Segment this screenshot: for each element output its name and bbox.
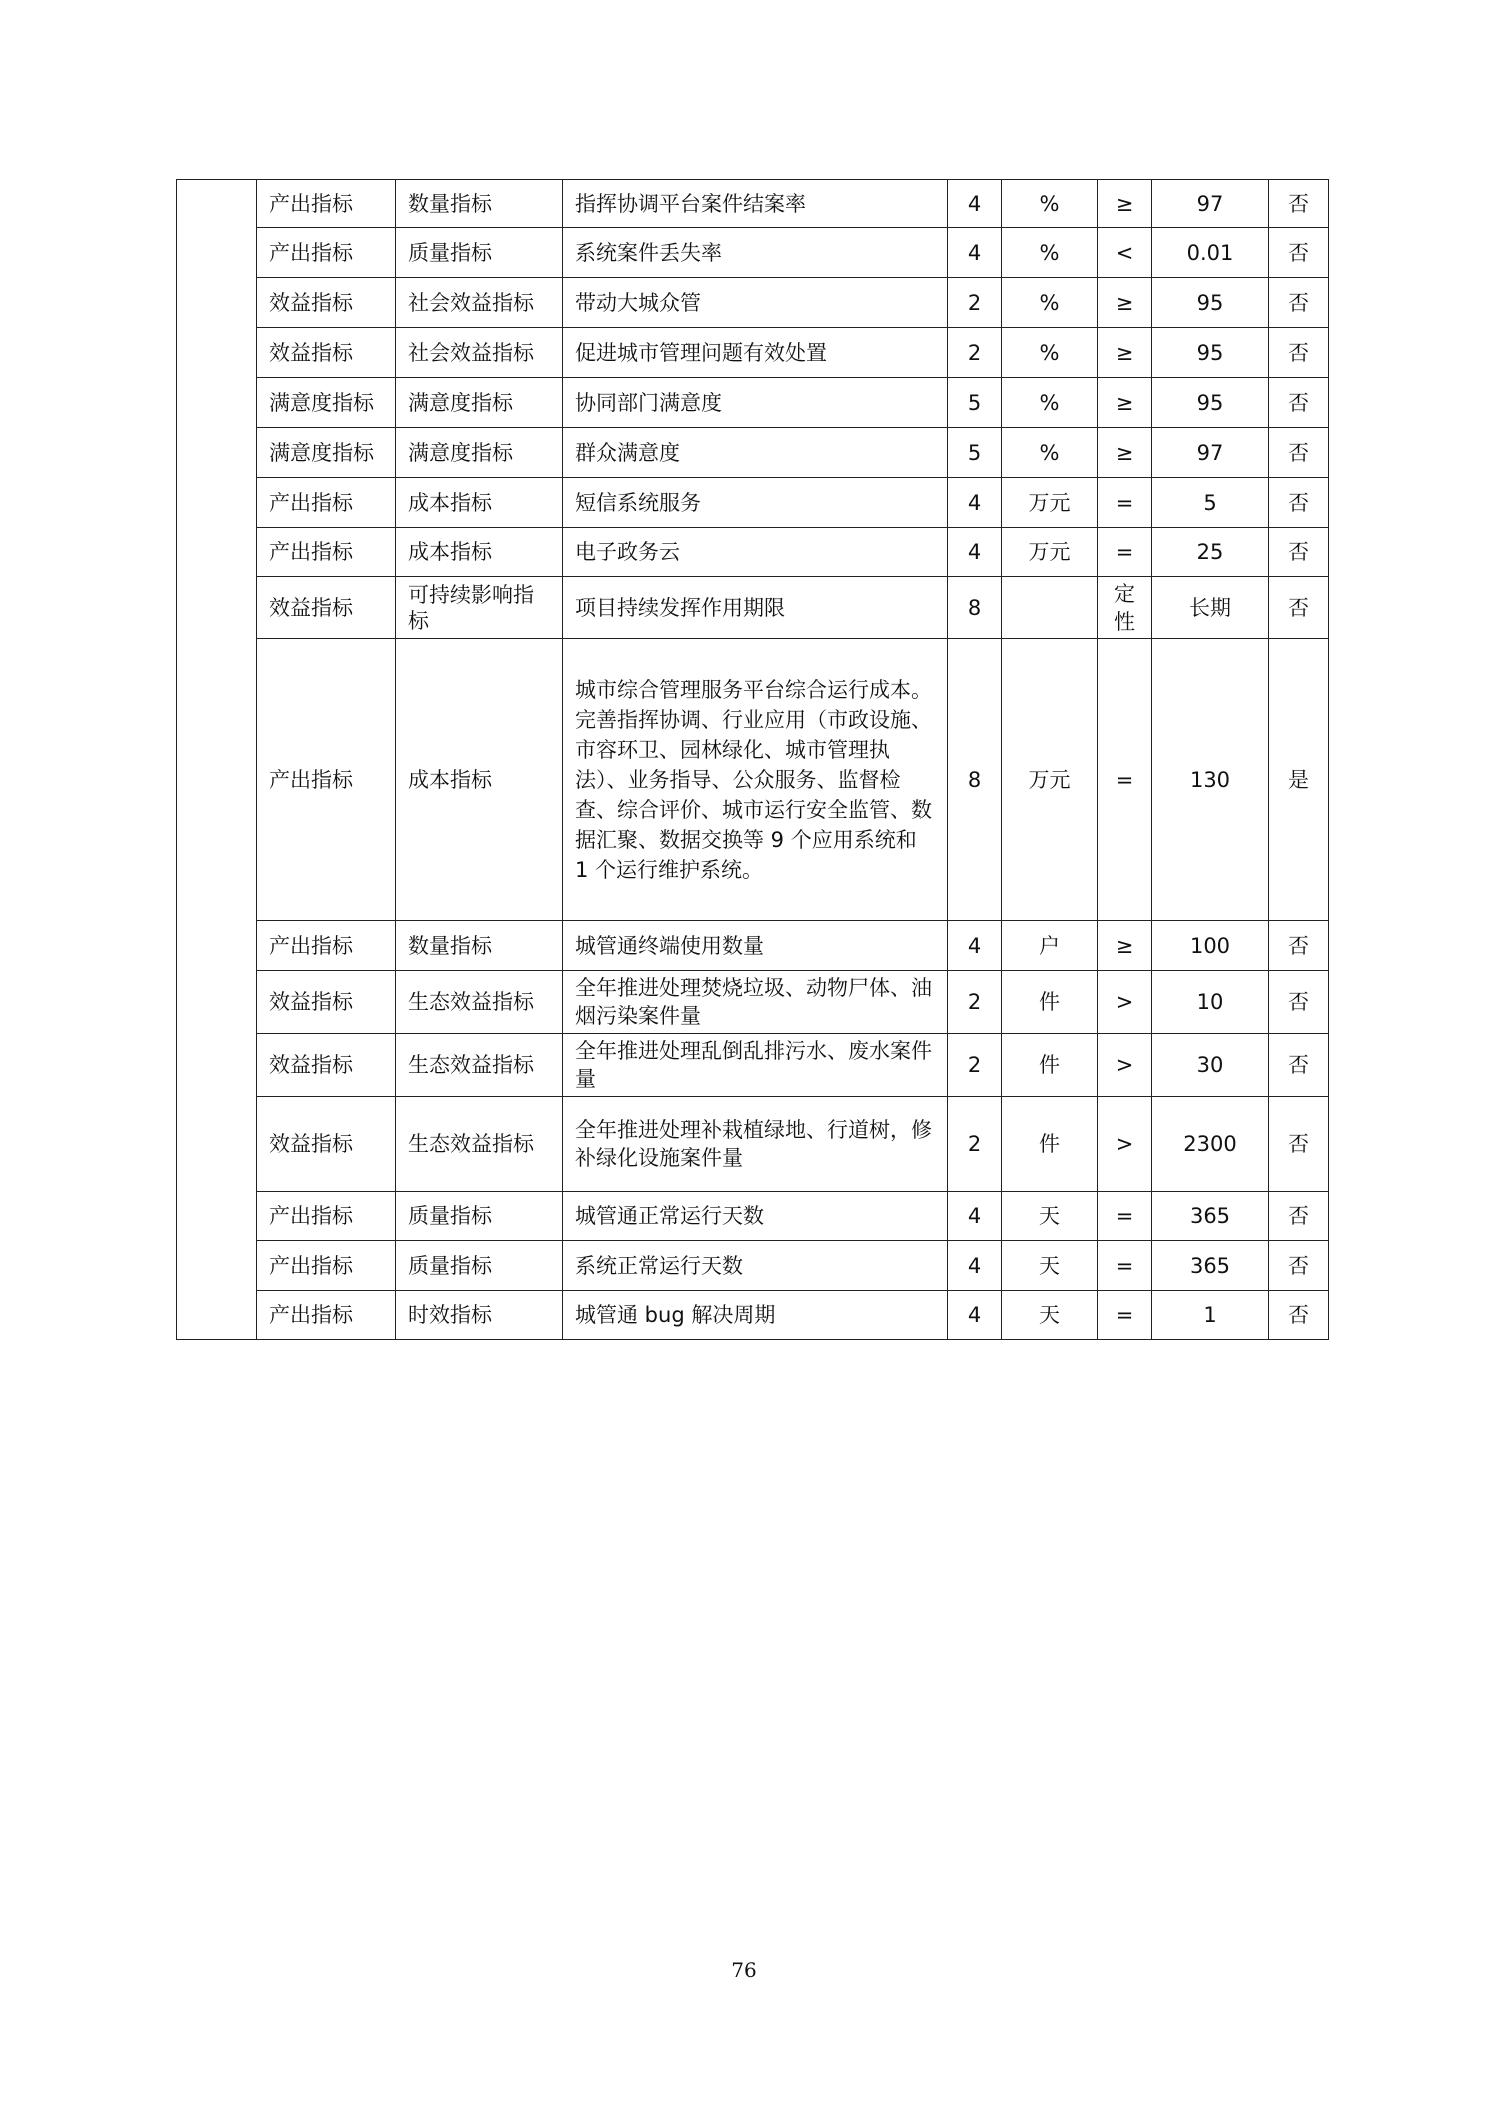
target-cell: 95 — [1152, 278, 1269, 328]
unit-cell: % — [1002, 228, 1098, 278]
unit-cell: 万元 — [1002, 478, 1098, 528]
level1-cell: 产出指标 — [257, 478, 396, 528]
level2-cell: 可持续影响指标 — [396, 577, 563, 639]
operator-cell: < — [1098, 228, 1152, 278]
level2-cell: 质量指标 — [396, 1241, 563, 1291]
weight-cell: 4 — [948, 1192, 1002, 1241]
level2-cell: 社会效益指标 — [396, 278, 563, 328]
table-row — [177, 1291, 1329, 1340]
core-flag-cell: 否 — [1269, 428, 1329, 478]
indicator-cell: 群众满意度 — [563, 428, 948, 478]
indicator-cell: 全年推进处理焚烧垃圾、动物尸体、油烟污染案件量 — [563, 971, 948, 1034]
operator-cell: ≥ — [1098, 921, 1152, 971]
weight-cell: 5 — [948, 428, 1002, 478]
unit-cell: % — [1002, 378, 1098, 428]
merged-blank-cell — [177, 180, 257, 1340]
target-cell: 97 — [1152, 180, 1269, 228]
indicator-cell: 城管通正常运行天数 — [563, 1192, 948, 1241]
weight-cell: 4 — [948, 228, 1002, 278]
level1-cell: 产出指标 — [257, 639, 396, 921]
table-row — [177, 180, 1329, 228]
core-flag-cell: 否 — [1269, 278, 1329, 328]
target-cell: 365 — [1152, 1192, 1269, 1241]
operator-cell: > — [1098, 971, 1152, 1034]
core-flag-cell: 否 — [1269, 328, 1329, 378]
level2-cell: 社会效益指标 — [396, 328, 563, 378]
core-flag-cell: 是 — [1269, 639, 1329, 921]
weight-cell: 8 — [948, 639, 1002, 921]
target-cell: 5 — [1152, 478, 1269, 528]
operator-cell: = — [1098, 528, 1152, 577]
level1-cell: 效益指标 — [257, 1097, 396, 1192]
table-row — [177, 1034, 1329, 1097]
weight-cell: 2 — [948, 1034, 1002, 1097]
table-row — [177, 228, 1329, 278]
weight-cell: 2 — [948, 1097, 1002, 1192]
table-row — [177, 378, 1329, 428]
indicator-cell: 城管通 bug 解决周期 — [563, 1291, 948, 1340]
table-row — [177, 577, 1329, 639]
indicator-cell: 促进城市管理问题有效处置 — [563, 328, 948, 378]
level2-cell: 成本指标 — [396, 528, 563, 577]
weight-cell: 2 — [948, 278, 1002, 328]
unit-cell: 件 — [1002, 971, 1098, 1034]
table-row — [177, 921, 1329, 971]
operator-cell: ≥ — [1098, 278, 1152, 328]
target-cell: 25 — [1152, 528, 1269, 577]
level1-cell: 效益指标 — [257, 971, 396, 1034]
unit-cell: 万元 — [1002, 528, 1098, 577]
weight-cell: 4 — [948, 921, 1002, 971]
performance-indicator-table — [176, 179, 1329, 1340]
level1-cell: 效益指标 — [257, 328, 396, 378]
table-row — [177, 528, 1329, 577]
level2-cell: 满意度指标 — [396, 378, 563, 428]
core-flag-cell: 否 — [1269, 577, 1329, 639]
core-flag-cell: 否 — [1269, 1034, 1329, 1097]
core-flag-cell: 否 — [1269, 378, 1329, 428]
table-row — [177, 428, 1329, 478]
page-number: 76 — [731, 1958, 757, 1982]
core-flag-cell: 否 — [1269, 478, 1329, 528]
table-row — [177, 1241, 1329, 1291]
operator-cell: ≥ — [1098, 378, 1152, 428]
indicator-cell: 项目持续发挥作用期限 — [563, 577, 948, 639]
unit-cell: 天 — [1002, 1291, 1098, 1340]
operator-cell: = — [1098, 639, 1152, 921]
target-cell: 130 — [1152, 639, 1269, 921]
table-row — [177, 1097, 1329, 1192]
level1-cell: 产出指标 — [257, 921, 396, 971]
target-cell: 95 — [1152, 328, 1269, 378]
weight-cell: 2 — [948, 328, 1002, 378]
level1-cell: 产出指标 — [257, 228, 396, 278]
indicator-cell: 协同部门满意度 — [563, 378, 948, 428]
weight-cell: 4 — [948, 478, 1002, 528]
core-flag-cell: 否 — [1269, 971, 1329, 1034]
operator-cell: = — [1098, 1291, 1152, 1340]
level1-cell: 效益指标 — [257, 1034, 396, 1097]
table-row — [177, 1192, 1329, 1241]
weight-cell: 4 — [948, 528, 1002, 577]
operator-cell: ≥ — [1098, 180, 1152, 228]
level2-cell: 质量指标 — [396, 1192, 563, 1241]
indicator-cell: 全年推进处理补栽植绿地、行道树，修补绿化设施案件量 — [563, 1097, 948, 1192]
unit-cell: 天 — [1002, 1241, 1098, 1291]
table-row — [177, 328, 1329, 378]
core-flag-cell: 否 — [1269, 528, 1329, 577]
weight-cell: 5 — [948, 378, 1002, 428]
level1-cell: 满意度指标 — [257, 378, 396, 428]
unit-cell: 件 — [1002, 1034, 1098, 1097]
indicator-cell: 带动大城众管 — [563, 278, 948, 328]
level1-cell: 效益指标 — [257, 278, 396, 328]
unit-cell: % — [1002, 328, 1098, 378]
level2-cell: 数量指标 — [396, 180, 563, 228]
level2-cell: 生态效益指标 — [396, 971, 563, 1034]
level2-cell: 数量指标 — [396, 921, 563, 971]
indicator-cell: 系统正常运行天数 — [563, 1241, 948, 1291]
operator-cell: = — [1098, 1192, 1152, 1241]
operator-cell: 定性 — [1098, 577, 1152, 639]
level1-cell: 满意度指标 — [257, 428, 396, 478]
target-cell: 365 — [1152, 1241, 1269, 1291]
weight-cell: 4 — [948, 1291, 1002, 1340]
level2-cell: 成本指标 — [396, 478, 563, 528]
unit-cell: 户 — [1002, 921, 1098, 971]
unit-cell: 天 — [1002, 1192, 1098, 1241]
level1-cell: 产出指标 — [257, 1192, 396, 1241]
level1-cell: 产出指标 — [257, 180, 396, 228]
target-cell: 1 — [1152, 1291, 1269, 1340]
core-flag-cell: 否 — [1269, 228, 1329, 278]
weight-cell: 2 — [948, 971, 1002, 1034]
level2-cell: 成本指标 — [396, 639, 563, 921]
level2-cell: 质量指标 — [396, 228, 563, 278]
target-cell: 95 — [1152, 378, 1269, 428]
unit-cell: % — [1002, 278, 1098, 328]
core-flag-cell: 否 — [1269, 1241, 1329, 1291]
table-row — [177, 278, 1329, 328]
indicator-cell: 全年推进处理乱倒乱排污水、废水案件量 — [563, 1034, 948, 1097]
target-cell: 100 — [1152, 921, 1269, 971]
indicator-cell: 电子政务云 — [563, 528, 948, 577]
table-row — [177, 639, 1329, 921]
core-flag-cell: 否 — [1269, 921, 1329, 971]
indicator-cell: 指挥协调平台案件结案率 — [563, 180, 948, 228]
table-row — [177, 971, 1329, 1034]
operator-cell: ≥ — [1098, 428, 1152, 478]
weight-cell: 4 — [948, 180, 1002, 228]
table-row — [177, 478, 1329, 528]
level1-cell: 产出指标 — [257, 1241, 396, 1291]
operator-cell: > — [1098, 1034, 1152, 1097]
level1-cell: 产出指标 — [257, 528, 396, 577]
indicator-cell: 城市综合管理服务平台综合运行成本。完善指挥协调、行业应用（市政设施、市容环卫、园林绿化、城市管理执法）、业务指导、公众服务、监督检查、综合评价、城市运行安全监管、数据汇聚、数据交换等 9 个应用系统和 1 个运行维护系统。 — [563, 639, 948, 921]
unit-cell — [1002, 577, 1098, 639]
core-flag-cell: 否 — [1269, 1291, 1329, 1340]
operator-cell: = — [1098, 478, 1152, 528]
indicator-cell: 城管通终端使用数量 — [563, 921, 948, 971]
indicator-cell: 系统案件丢失率 — [563, 228, 948, 278]
operator-cell: = — [1098, 1241, 1152, 1291]
core-flag-cell: 否 — [1269, 1097, 1329, 1192]
level2-cell: 生态效益指标 — [396, 1034, 563, 1097]
target-cell: 2300 — [1152, 1097, 1269, 1192]
unit-cell: 件 — [1002, 1097, 1098, 1192]
level1-cell: 效益指标 — [257, 577, 396, 639]
level2-cell: 生态效益指标 — [396, 1097, 563, 1192]
target-cell: 10 — [1152, 971, 1269, 1034]
level2-cell: 满意度指标 — [396, 428, 563, 478]
core-flag-cell: 否 — [1269, 1192, 1329, 1241]
target-cell: 长期 — [1152, 577, 1269, 639]
operator-cell: > — [1098, 1097, 1152, 1192]
indicator-cell: 短信系统服务 — [563, 478, 948, 528]
unit-cell: 万元 — [1002, 639, 1098, 921]
target-cell: 97 — [1152, 428, 1269, 478]
level1-cell: 产出指标 — [257, 1291, 396, 1340]
core-flag-cell: 否 — [1269, 180, 1329, 228]
weight-cell: 4 — [948, 1241, 1002, 1291]
target-cell: 30 — [1152, 1034, 1269, 1097]
unit-cell: % — [1002, 428, 1098, 478]
unit-cell: % — [1002, 180, 1098, 228]
target-cell: 0.01 — [1152, 228, 1269, 278]
operator-cell: ≥ — [1098, 328, 1152, 378]
weight-cell: 8 — [948, 577, 1002, 639]
level2-cell: 时效指标 — [396, 1291, 563, 1340]
